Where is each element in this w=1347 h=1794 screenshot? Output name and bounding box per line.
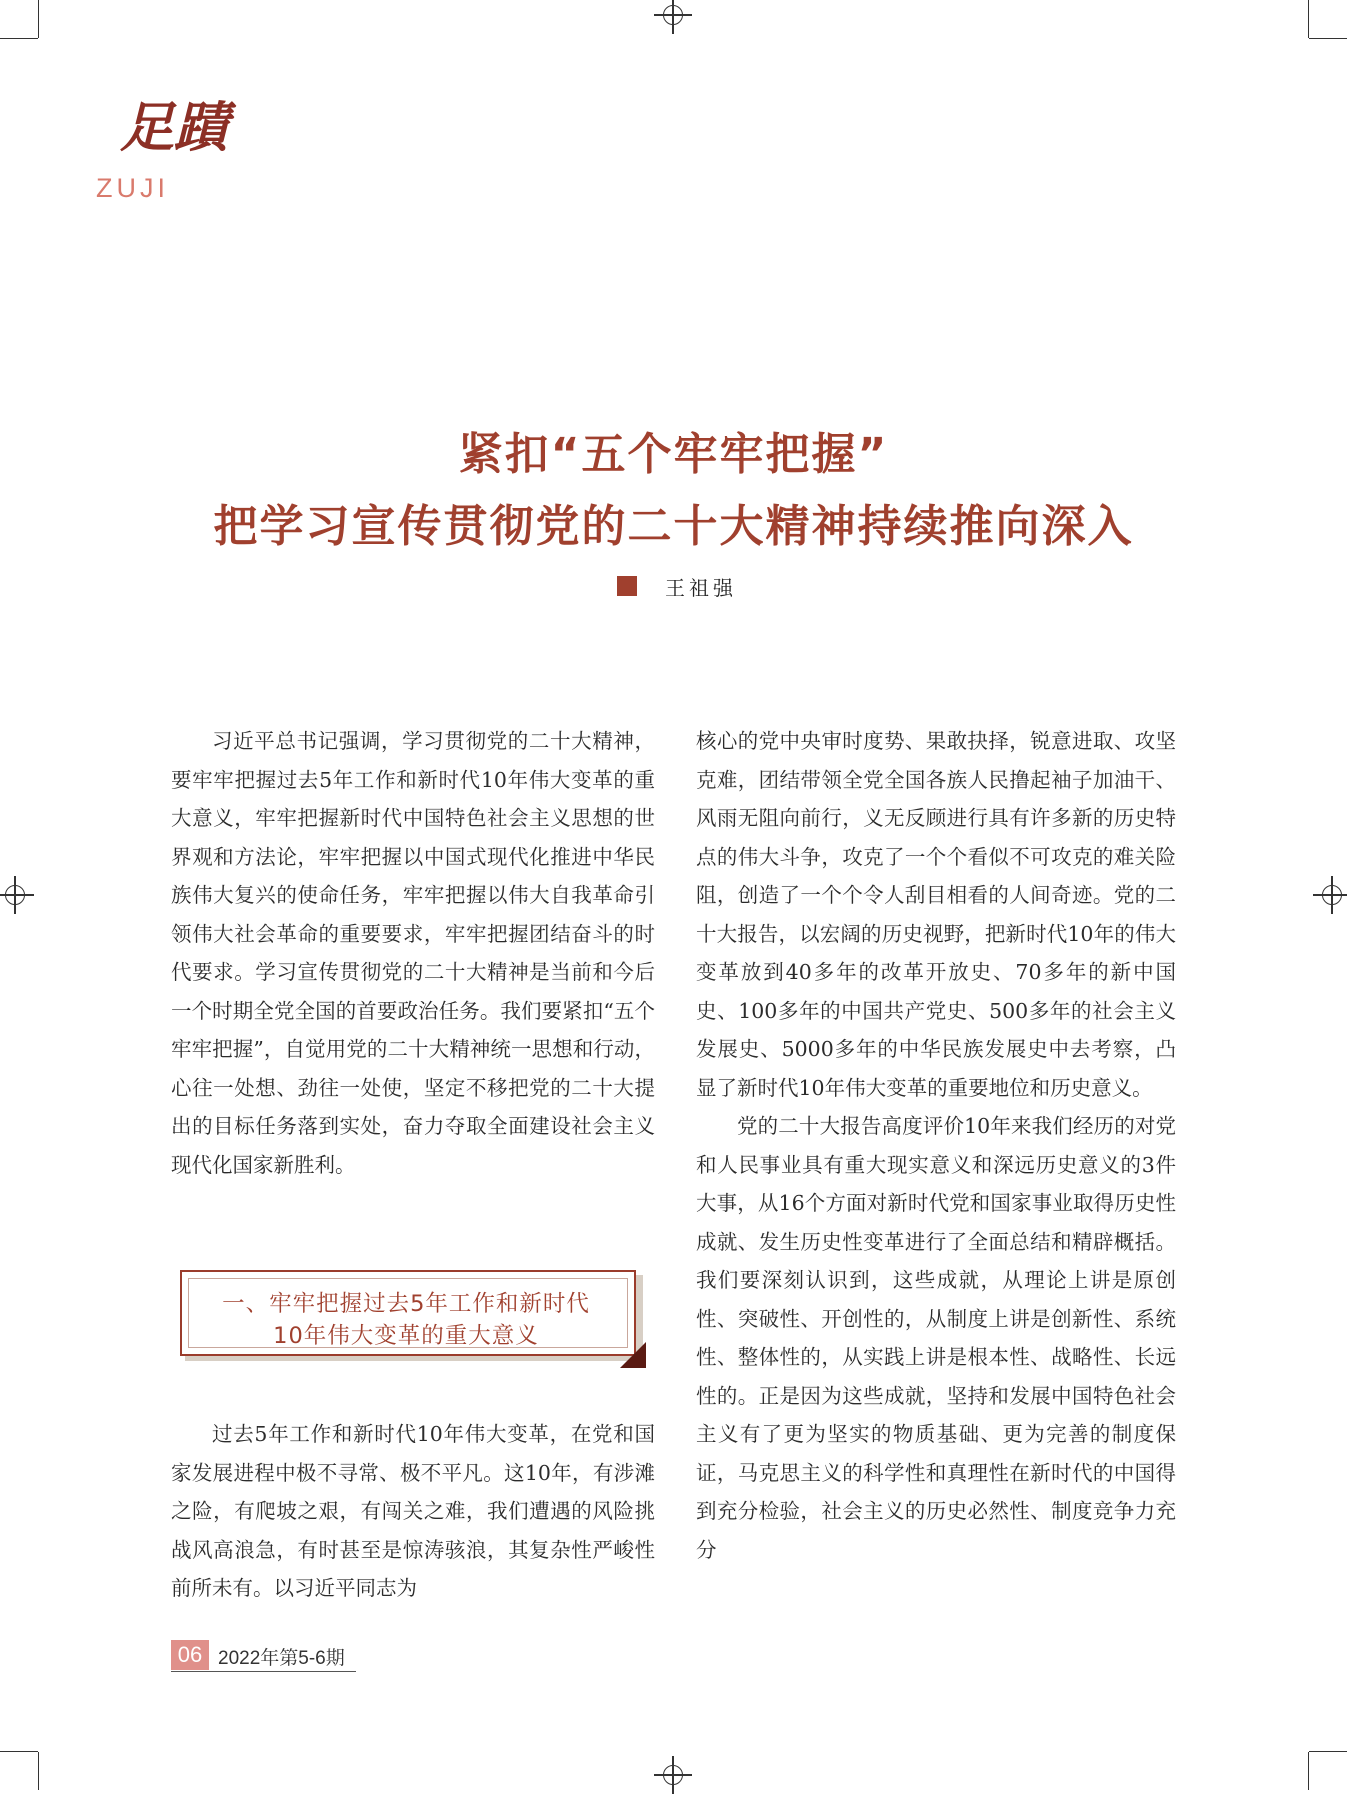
- right-column: [696, 722, 1176, 1569]
- crop-mark: [0, 1751, 38, 1752]
- square-bullet-icon: [617, 576, 637, 596]
- column-logo: [120, 95, 228, 159]
- crop-mark: [1308, 1752, 1309, 1790]
- author-byline: [617, 573, 737, 599]
- author-name: 王祖强: [665, 575, 737, 600]
- article-title-line1: 紧扣“五个牢牢把握”: [458, 429, 889, 480]
- paragraph: 过去5年工作和新时代10年伟大变革，在党和国家发展进程中极不寻常、极不平凡。这10年，有涉滩之险，有爬坡之艰，有闯关之难，我们遭遇的风险挑战风高浪急，有时甚至是惊涛骇浪，其复杂性严峻性前所未有。以习近平同志为: [171, 1422, 655, 1600]
- section-heading-line2: 10年伟大变革的重大意义: [273, 1323, 539, 1349]
- paragraph: 习近平总书记强调，学习贯彻党的二十大精神，要牢牢把握过去5年工作和新时代10年伟大变革的重大意义，牢牢把握新时代中国特色社会主义思想的世界观和方法论，牢牢把握以中国式现代化推进中华民族伟大复兴的使命任务，牢牢把握以伟大自我革命引领伟大社会革命的重要要求，牢牢把握团结奋斗的时代要求。学习宣传贯彻党的二十大精神是当前和今后一个时期全党全国的首要政治任务。我们要紧扣“五个牢牢把握”，自觉用党的二十大精神统一思想和行动，心往一处想、劲往一处使，坚定不移把党的二十大提出的目标任务落到实处，奋力夺取全面建设社会主义现代化国家新胜利。: [171, 729, 655, 1177]
- registration-mark-icon: [654, 0, 692, 34]
- corner-fold-icon: [620, 1342, 646, 1368]
- crop-mark: [1308, 0, 1309, 38]
- paragraph: 党的二十大报告高度评价10年来我们经历的对党和人民事业具有重大现实意义和深远历史意义的3件大事，从16个方面对新时代党和国家事业取得历史性成就、发生历史性变革进行了全面总结和精辟概括。我们要深刻认识到，这些成就，从理论上讲是原创性、突破性、开创性的，从制度上讲是创新性、系统性、整体性的，从实践上讲是根本性、战略性、长远性的。正是因为这些成就，坚持和发展中国特色社会主义有了更为坚实的物质基础、更为完善的制度保证，马克思主义的科学性和真理性在新时代的中国得到充分检验，社会主义的历史必然性、制度竞争力充分: [696, 1114, 1176, 1562]
- article-title-line2: 把学习宣传贯彻党的二十大精神持续推向深入: [213, 501, 1134, 552]
- issue-label: 2022年第5-6期: [218, 1648, 345, 1669]
- crop-mark: [38, 0, 39, 38]
- crop-mark: [0, 38, 38, 39]
- crop-mark: [1309, 1751, 1347, 1752]
- left-column-section1: [171, 1415, 655, 1608]
- registration-mark-icon: [1313, 876, 1347, 914]
- registration-mark-icon: [0, 876, 34, 914]
- crop-mark: [1309, 38, 1347, 39]
- footer-rule: [171, 1671, 356, 1672]
- page-number: 06: [171, 1640, 209, 1670]
- registration-mark-icon: [654, 1756, 692, 1794]
- left-column-intro: [171, 722, 655, 1184]
- column-logo-text: 足蹟: [120, 95, 228, 159]
- paragraph: 核心的党中央审时度势、果敢抉择，锐意进取、攻坚克难，团结带领全党全国各族人民撸起袖子加油干、风雨无阻向前行，义无反顾进行具有许多新的历史特点的伟大斗争，攻克了一个个看似不可攻克的难关险阻，创造了一个个令人刮目相看的人间奇迹。党的二十大报告，以宏阔的历史视野，把新时代10年的伟大变革放到40多年的改革开放史、70多年的新中国史、100多年的中国共产党史、500多年的社会主义发展史、5000多年的中华民族发展史中去考察，凸显了新时代10年伟大变革的重要地位和历史意义。: [696, 729, 1176, 1100]
- section-heading-box: [180, 1270, 638, 1360]
- column-logo-en: ZUJI: [96, 173, 169, 203]
- crop-mark: [38, 1752, 39, 1790]
- section-heading-line1: 一、牢牢把握过去5年工作和新时代: [222, 1291, 590, 1317]
